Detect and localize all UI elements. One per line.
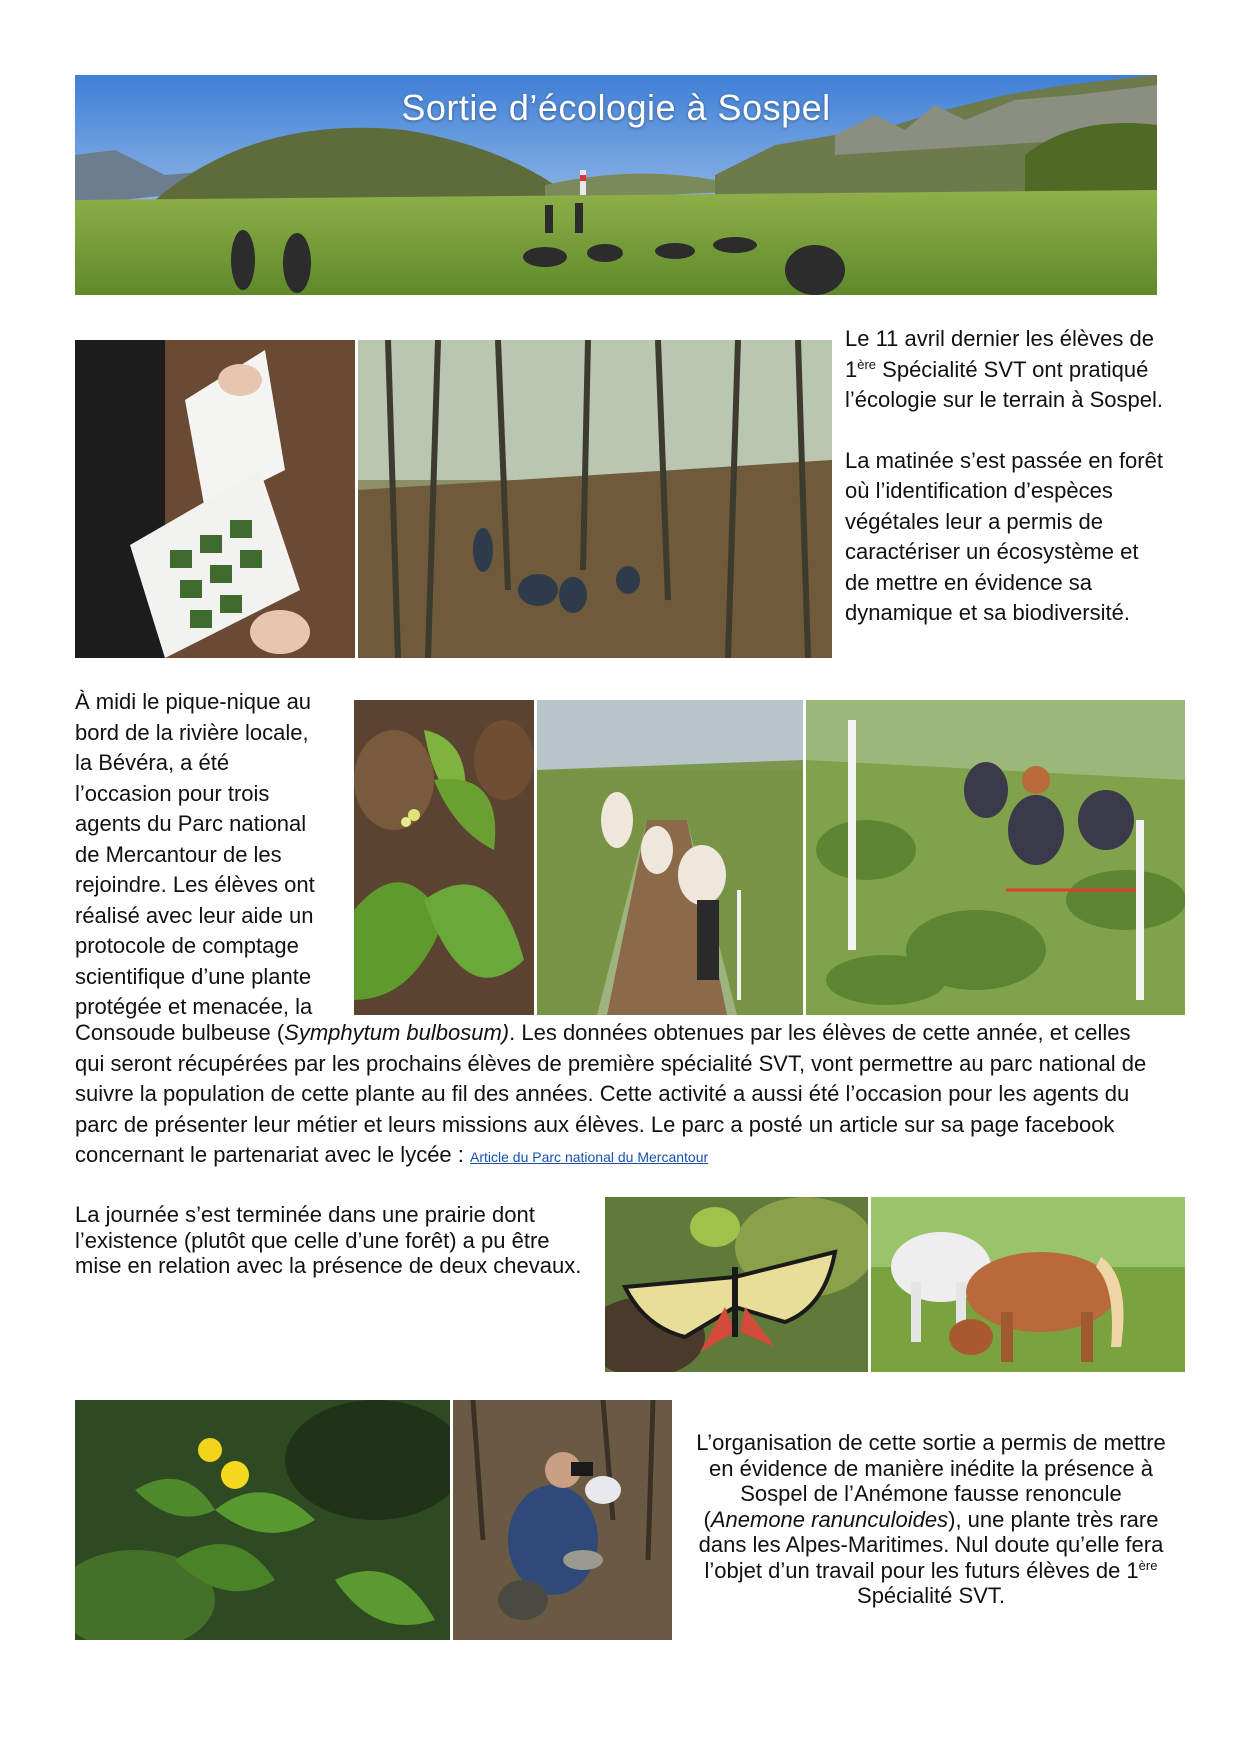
page-title: Sortie d’écologie à Sospel	[401, 87, 831, 128]
text-line: réalisé avec leur aide un	[75, 902, 314, 928]
species-latin-name: Symphytum bulbosum)	[284, 1020, 510, 1045]
text-line: À midi le pique-nique au	[75, 689, 312, 714]
intro-paragraph-1-end: Spécialité SVT ont pratiqué l’écologie sur le terrain à Sospel.	[845, 356, 1163, 412]
quadrat-students-photo	[806, 700, 1185, 1015]
text-line: la Bévéra, a été	[75, 750, 230, 775]
intro-text	[845, 324, 1165, 629]
banner-panorama-photo	[75, 75, 1157, 295]
text-line: rejoindre. Les élèves ont	[75, 872, 315, 897]
text-line: agents du Parc national	[75, 811, 307, 836]
text-line: scientifique d’une plante	[75, 963, 312, 989]
continuation-text-end: . Les données obtenues par les élèves de cette année, et celles qui seront récupérées par les prochains élèves de première spécialité SVT, vont permettre au parc national de suivre la population de cette plante au fil des années. Cette activité a aussi été l’occasion pour les agents du parc de présenter leur métier et leurs missions aux élèves. Le parc a posté un article sur sa page facebook concernant le partenariat avec le lycée :	[75, 1020, 1147, 1167]
intro-paragraph-2: La matinée s’est passée en forêt où l’identification d’espèces végétales leur a permis de caractériser un écosystème et de mettre en évidence sa dynamique et sa biodiversité.	[845, 447, 1163, 625]
photographer-photo	[453, 1400, 672, 1640]
text-line: bord de la rivière locale,	[75, 719, 309, 745]
anemone-flower-photo	[75, 1400, 450, 1640]
species-latin-name: Anemone ranunculoides	[710, 1506, 949, 1532]
superscript: ère	[857, 356, 877, 372]
conclusion-text-middle: ), une plante très rare dans les Alpes-Maritimes. Nul doute qu’elle fera l’objet d’un travail pour les futurs élèves de 1	[698, 1506, 1164, 1583]
path-counting-photo	[537, 700, 803, 1015]
midi-continuation-text	[75, 1018, 1165, 1173]
prairie-text: La journée s’est terminée dans une prairie dont l’existence (plutôt que celle d’une forêt) a pu être mise en relation avec la présence de deux chevaux.	[75, 1202, 582, 1278]
parc-article-link[interactable]: Article du Parc national du Mercantour	[470, 1149, 709, 1165]
horses-photo	[871, 1197, 1185, 1372]
text-line: l’occasion pour trois	[75, 780, 270, 806]
superscript: ère	[1138, 1557, 1158, 1573]
butterfly-photo	[605, 1197, 868, 1372]
field-guide-photo	[75, 340, 355, 658]
text-line: protocole de comptage	[75, 933, 299, 958]
intro-paragraph-1: Le 11 avril dernier les élèves de 1	[845, 326, 1154, 382]
midi-text-column	[75, 687, 355, 1023]
conclusion-text	[692, 1430, 1170, 1609]
conclusion-text-start: L’organisation de cette sortie a permis de mettre en évidence de manière inédite la présence à Sospel de l’Anémone fausse renoncule (	[696, 1430, 1166, 1532]
text-line: protégée et menacée, la	[75, 994, 313, 1019]
conclusion-text-end: Spécialité SVT.	[857, 1583, 1005, 1608]
text-line: de Mercantour de les	[75, 841, 282, 867]
comfrey-plant-photo	[354, 700, 534, 1015]
forest-students-photo	[358, 340, 832, 658]
continuation-text: Consoude bulbeuse (	[75, 1020, 285, 1045]
